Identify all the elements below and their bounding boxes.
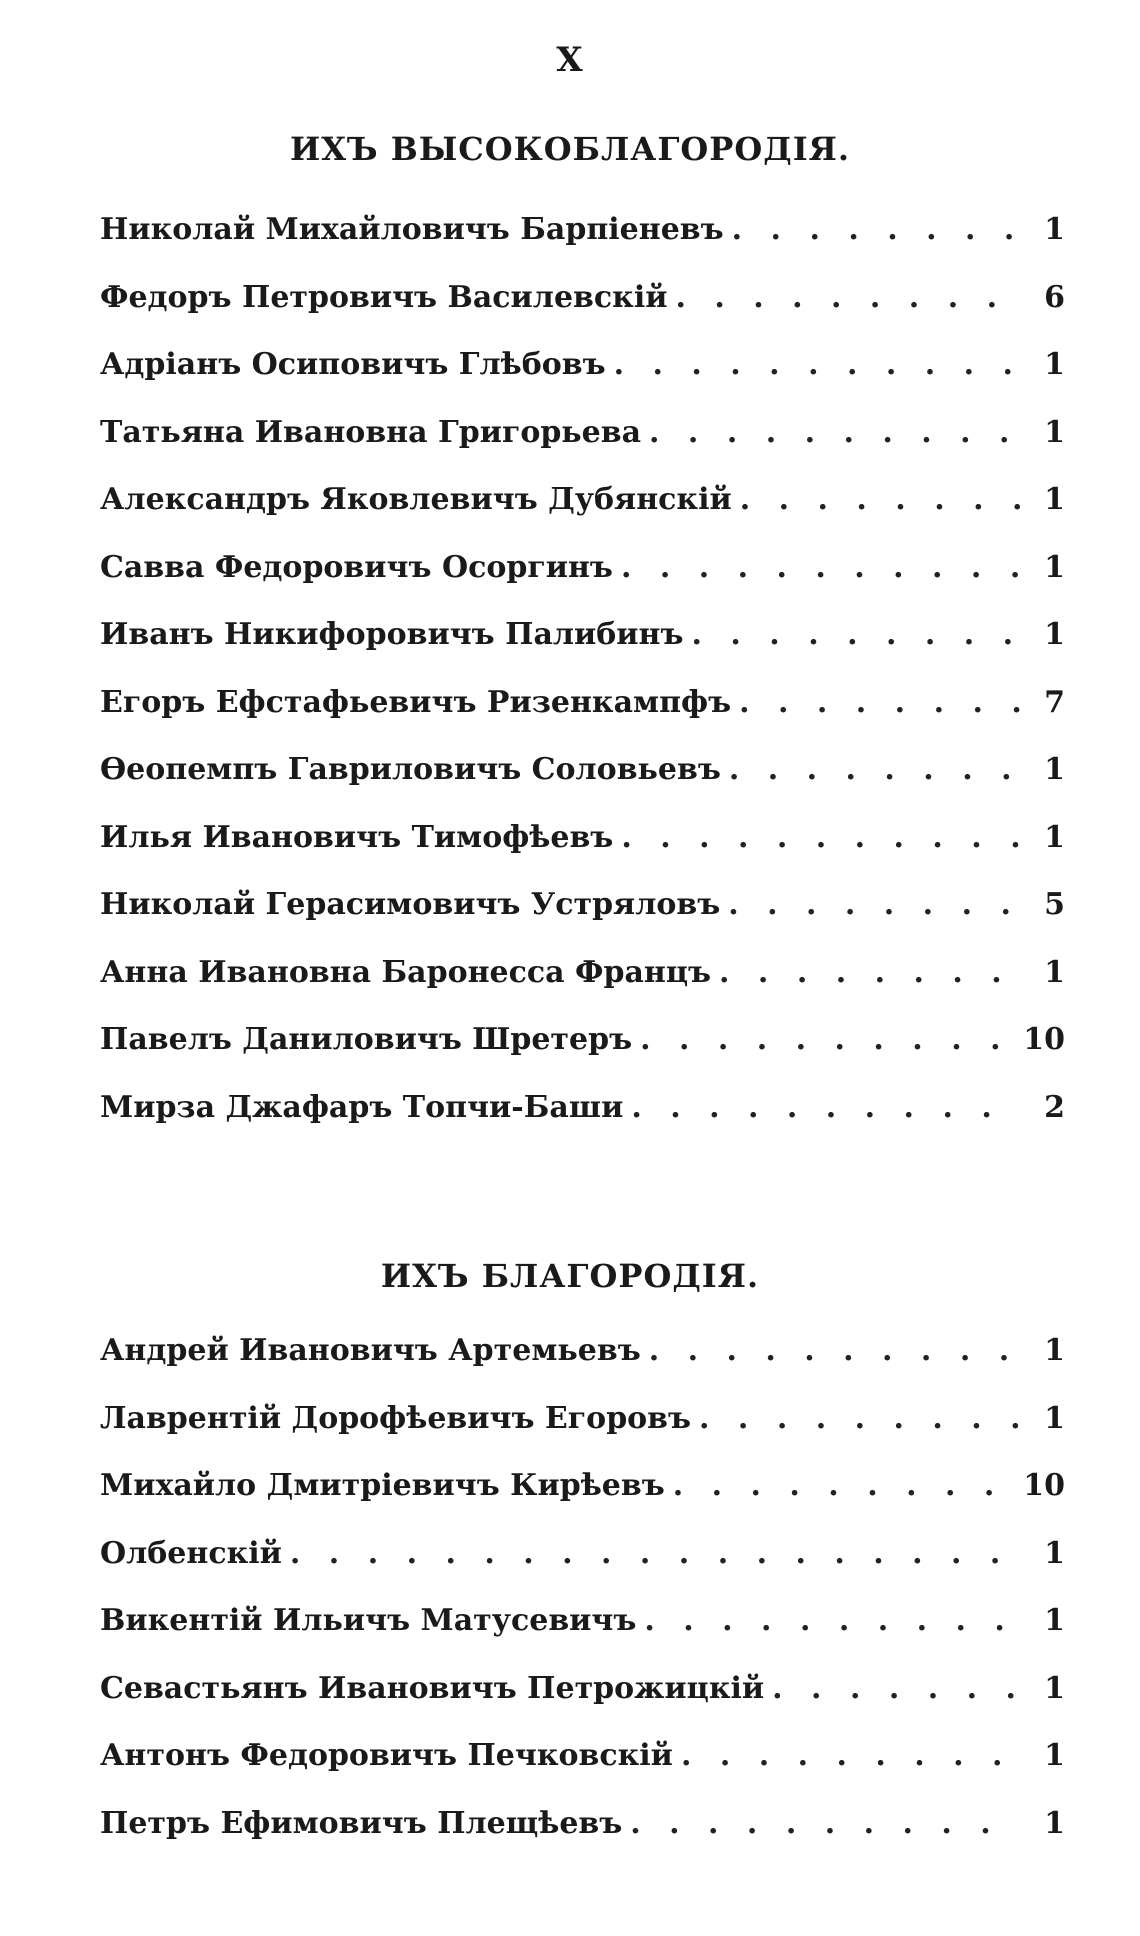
list-item: [100, 1806, 1065, 1874]
dot-leader: [621, 820, 1021, 855]
list-item: [100, 347, 1065, 415]
subscriber-name: Адріанъ Осиповичъ Глѣбовъ: [100, 347, 606, 382]
subscriber-name: Николай Михайловичъ Барпіеневъ: [100, 212, 724, 247]
dot-leader: [614, 347, 1021, 382]
copies-count: 5: [1044, 887, 1065, 922]
subscriber-list-nobles: [100, 1333, 1065, 1873]
list-item: [100, 482, 1065, 550]
subscriber-name: Иванъ Никифоровичъ Палибинъ: [100, 617, 684, 652]
subscriber-name: Александръ Яковлевичъ Дубянскій: [100, 482, 732, 517]
copies-count: 1: [1044, 954, 1065, 990]
copies-count: 1: [1044, 752, 1065, 787]
list-item: [100, 1401, 1065, 1469]
section-title-nobles: ИХЪ БЛАГОРОДІЯ.: [380, 1257, 760, 1295]
subscriber-name: Федоръ Петровичъ Василевскій: [100, 279, 668, 315]
subscriber-name: Илья Ивановичъ Тимофѣевъ: [100, 819, 614, 855]
list-item: [100, 685, 1065, 753]
dot-leader: [681, 1738, 1021, 1773]
dot-leader: [699, 1401, 1021, 1436]
list-item: [100, 617, 1065, 685]
dot-leader: [644, 1603, 1021, 1638]
dot-leader: [630, 1806, 1021, 1841]
subscriber-name: Мирза Джафаръ Топчи-Баши: [100, 1089, 624, 1125]
copies-count: 1: [1044, 212, 1065, 247]
subscriber-name: Петръ Ефимовичъ Плещѣевъ: [100, 1805, 623, 1841]
dot-leader: [729, 752, 1021, 787]
list-item: [100, 1671, 1065, 1739]
subscriber-name: Николай Герасимовичъ Устряловъ: [100, 887, 721, 922]
list-item: [100, 820, 1065, 888]
copies-count: 1: [1044, 819, 1065, 855]
list-item: [100, 1468, 1065, 1536]
list-item: [100, 1090, 1065, 1158]
list-item: [100, 415, 1065, 483]
list-item: [100, 280, 1065, 348]
dot-leader: [621, 550, 1021, 585]
dot-leader: [675, 280, 1021, 315]
copies-count: 1: [1044, 1535, 1065, 1571]
dot-leader: [772, 1671, 1021, 1706]
dot-leader: [728, 887, 1021, 922]
subscriber-name: Егоръ Ефстафьевичъ Ризенкампфъ: [100, 684, 732, 720]
copies-count: 1: [1044, 617, 1065, 652]
dot-leader: [719, 955, 1021, 990]
page-number: X: [556, 40, 584, 80]
subscriber-name: Антонъ Федоровичъ Печковскій: [100, 1738, 673, 1773]
copies-count: 1: [1044, 1738, 1065, 1773]
subscriber-name: Татьяна Ивановна Григорьева: [100, 414, 642, 450]
dot-leader: [673, 1468, 1016, 1503]
dot-leader: [692, 617, 1021, 652]
copies-count: 10: [1023, 1022, 1065, 1057]
subscriber-name: Викентій Ильичъ Матусевичъ: [100, 1603, 637, 1638]
subscriber-name: Павелъ Даниловичъ Шретеръ: [100, 1022, 633, 1057]
dot-leader: [649, 1333, 1021, 1368]
dot-leader: [290, 1536, 1021, 1571]
list-item: [100, 1738, 1065, 1806]
list-item: [100, 1333, 1065, 1401]
subscriber-name: Михайло Дмитріевичъ Кирѣевъ: [100, 1468, 665, 1503]
subscriber-name: Анна Ивановна Баронесса Францъ: [100, 954, 712, 990]
copies-count: 1: [1044, 347, 1065, 382]
section-title-excellencies: ИХЪ ВЫСОКОБЛАГОРОДІЯ.: [289, 130, 851, 168]
copies-count: 1: [1044, 1603, 1065, 1638]
subscriber-name: Андрей Ивановичъ Артемьевъ: [100, 1333, 641, 1368]
subscriber-name: Ѳеопемпъ Гавриловичъ Соловьевъ: [100, 752, 721, 787]
subscriber-name: Савва Федоровичъ Осоргинъ: [100, 549, 613, 585]
list-item: [100, 212, 1065, 280]
copies-count: 1: [1044, 549, 1065, 585]
list-item: [100, 1603, 1065, 1671]
copies-count: 1: [1044, 1670, 1065, 1706]
dot-leader: [739, 685, 1021, 720]
subscriber-name: Севастьянъ Ивановичъ Петрожицкій: [100, 1670, 765, 1706]
list-item: [100, 752, 1065, 820]
subscriber-list-excellencies: [100, 212, 1065, 1157]
copies-count: 7: [1044, 684, 1065, 720]
list-item: [100, 550, 1065, 618]
subscriber-name: Лаврентій Дорофѣевичъ Егоровъ: [100, 1400, 692, 1436]
dot-leader: [631, 1090, 1021, 1125]
list-item: [100, 1536, 1065, 1604]
dot-leader: [740, 482, 1021, 517]
copies-count: 1: [1044, 1805, 1065, 1841]
subscriber-name: Олбенскій: [100, 1535, 282, 1571]
copies-count: 1: [1044, 1333, 1065, 1368]
copies-count: 1: [1044, 1400, 1065, 1436]
list-item: [100, 1022, 1065, 1090]
copies-count: 6: [1044, 279, 1065, 315]
list-item: [100, 955, 1065, 1023]
copies-count: 10: [1023, 1468, 1065, 1503]
dot-leader: [640, 1022, 1015, 1057]
copies-count: 1: [1044, 482, 1065, 517]
dot-leader: [732, 212, 1021, 247]
dot-leader: [649, 415, 1021, 450]
copies-count: 2: [1044, 1089, 1065, 1125]
copies-count: 1: [1044, 414, 1065, 450]
list-item: [100, 887, 1065, 955]
